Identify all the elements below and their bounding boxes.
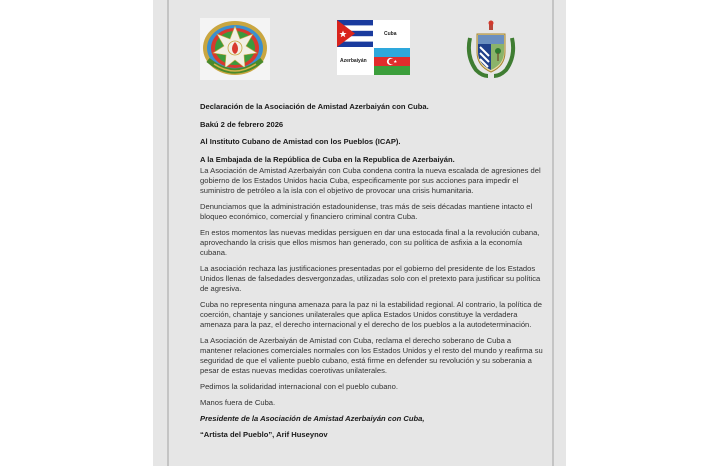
azerbaijan-emblem-icon <box>200 18 270 80</box>
document-header <box>200 102 545 172</box>
document-title: Declaración de la Asociación de Amistad Azerbaiyán con Cuba. <box>200 102 429 111</box>
paragraph: La Asociación de Amistad Azerbaiyán con Cuba condena contra la nueva escalada de agresiones del gobierno de los Estados Unidos hacia Cuba, especificamente por sus acciones para impedir el suministro de petróleo a la isla con el objetivo de provocar una crisis humanitaria. <box>200 166 541 195</box>
paragraph: Pedimos la solidaridad internacional con el pueblo cubano. <box>200 382 398 391</box>
document-page <box>153 0 566 466</box>
addressee-icap: Al Instituto Cubano de Amistad con los Pueblos (ICAP). <box>200 137 401 146</box>
paragraph: Cuba no representa ninguna amenaza para la paz ni la estabilidad regional. Al contrario, la política de coerción, chantaje y sanciones unilaterales que aplica Estados Unidos constituye la verdadera amenaza para la paz, el derecho internacional y el derecho de los pueblos a la autodeterminación. <box>200 300 542 329</box>
addressee-embassy: A la Embajada de la República de Cuba en la Republica de Azerbaiyán. <box>200 154 455 164</box>
document-date: Bakú 2 de febrero 2026 <box>200 119 284 129</box>
signature-name: “Artista del Pueblo”, Arif Huseynov <box>200 430 328 439</box>
paragraph: La asociación rechaza las justificaciones presentadas por el gobierno del presidente de los Estados Unidos llenas de falsedades desvergonzadas, utilizadas solo con el pretexto para justificar su política de agresiva. <box>200 264 541 293</box>
paragraph: Denunciamos que la administración estadounidense, tras más de seis décadas mantiene intacto el bloqueo económico, comercial y financiero criminal contra Cuba. <box>200 202 533 221</box>
page-border-left <box>167 0 169 466</box>
paragraph: Manos fuera de Cuba. <box>200 398 276 407</box>
cuba-flag-icon <box>337 20 373 47</box>
document-body <box>200 166 545 446</box>
flag-label-cuba: Cuba <box>384 31 397 37</box>
flag-label-azerbaijan: Azerbaiyán <box>340 58 367 64</box>
flags-block <box>337 20 410 75</box>
azerbaijan-flag-icon <box>374 48 410 75</box>
signature-title: Presidente de la Asociación de Amistad Azerbaiyán con Cuba, <box>200 414 425 423</box>
cuba-coat-of-arms-icon <box>464 20 518 80</box>
paragraph: La Asociación de Azerbaiyán de Amistad con Cuba, reclama el derecho soberano de Cuba a mantener relaciones comerciales normales con los Estados Unidos y el resto del mundo y reafirma su seguridad de que el valiente pueblo cubano, está firme en defender su revolución y su soberania a pesar de estas nuevas medidas coerotivas unilaterales. <box>200 336 543 375</box>
paragraph: En estos momentos las nuevas medidas persiguen en dar una estocada final a la revolución cubana, aprovechando la crisis que ellos mismos han generado, con su política de asfixia a la economía cubana. <box>200 228 540 257</box>
page-border-right <box>552 0 554 466</box>
